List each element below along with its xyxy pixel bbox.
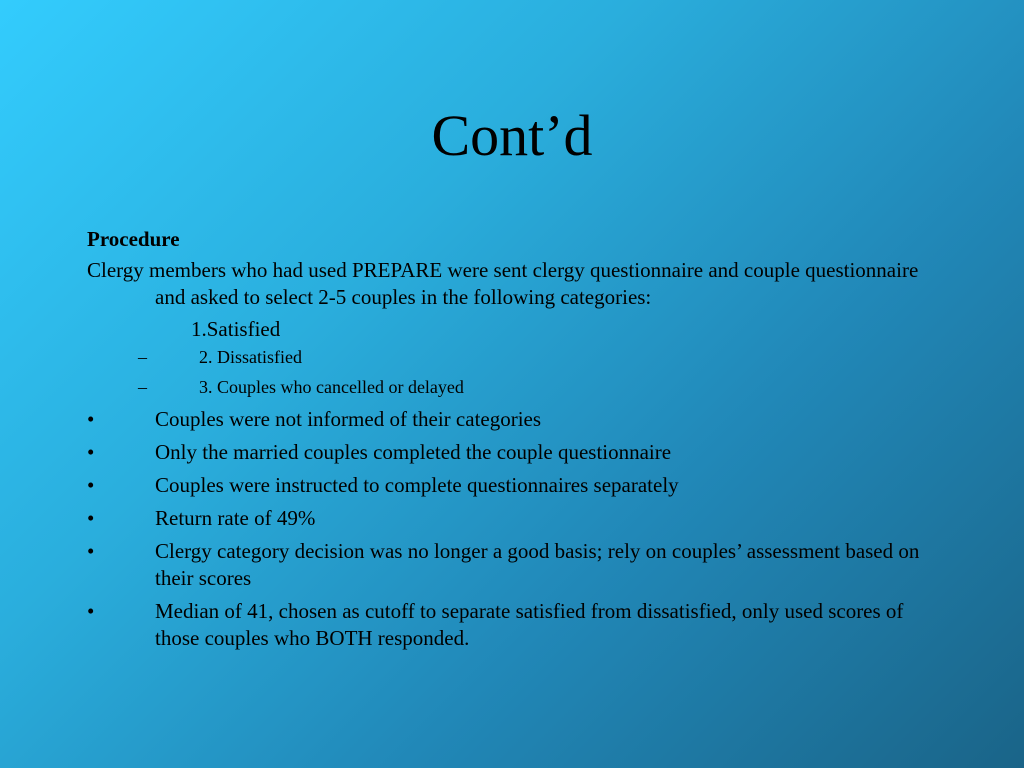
bullet-item	[87, 598, 947, 652]
bullet-item	[87, 472, 947, 499]
bullet-icon: •	[87, 407, 95, 431]
bullet-text: Median of 41, chosen as cutoff to separate satisfied from dissatisfied, only used scores of those couples who BOTH responded.	[155, 599, 904, 650]
bullet-icon: •	[87, 473, 95, 497]
sub-item-text: 2. Dissatisfied	[199, 347, 302, 367]
bullet-item	[87, 538, 947, 592]
bullet-text: Couples were instructed to complete questionnaires separately	[155, 473, 679, 497]
sub-item-text: 3. Couples who cancelled or delayed	[199, 377, 464, 397]
sub-list-item	[87, 346, 947, 369]
section-heading: Procedure	[87, 227, 180, 251]
dash-marker: –	[138, 347, 147, 367]
bullet-icon: •	[87, 506, 95, 530]
bullet-icon: •	[87, 539, 95, 563]
slide-title: Cont’d	[431, 103, 593, 168]
bullet-item	[87, 505, 947, 532]
bullet-icon: •	[87, 599, 95, 623]
slide-body	[87, 226, 947, 658]
bullet-text: Couples were not informed of their categories	[155, 407, 542, 431]
bullet-text: Return rate of 49%	[155, 506, 316, 530]
bullet-item	[87, 439, 947, 466]
bullet-item	[87, 406, 947, 433]
category-satisfied: 1.Satisfied	[191, 317, 281, 341]
dash-marker: –	[138, 377, 147, 397]
sub-list-item	[87, 376, 947, 399]
bullet-text: Only the married couples completed the couple questionnaire	[155, 440, 672, 464]
bullet-list	[87, 406, 947, 652]
intro-paragraph: Clergy members who had used PREPARE were sent clergy questionnaire and couple questionnaire and asked to select 2-5 couples in the following categories:	[87, 258, 919, 309]
bullet-icon: •	[87, 440, 95, 464]
bullet-text: Clergy category decision was no longer a good basis; rely on couples’ assessment based on their scores	[155, 539, 920, 590]
